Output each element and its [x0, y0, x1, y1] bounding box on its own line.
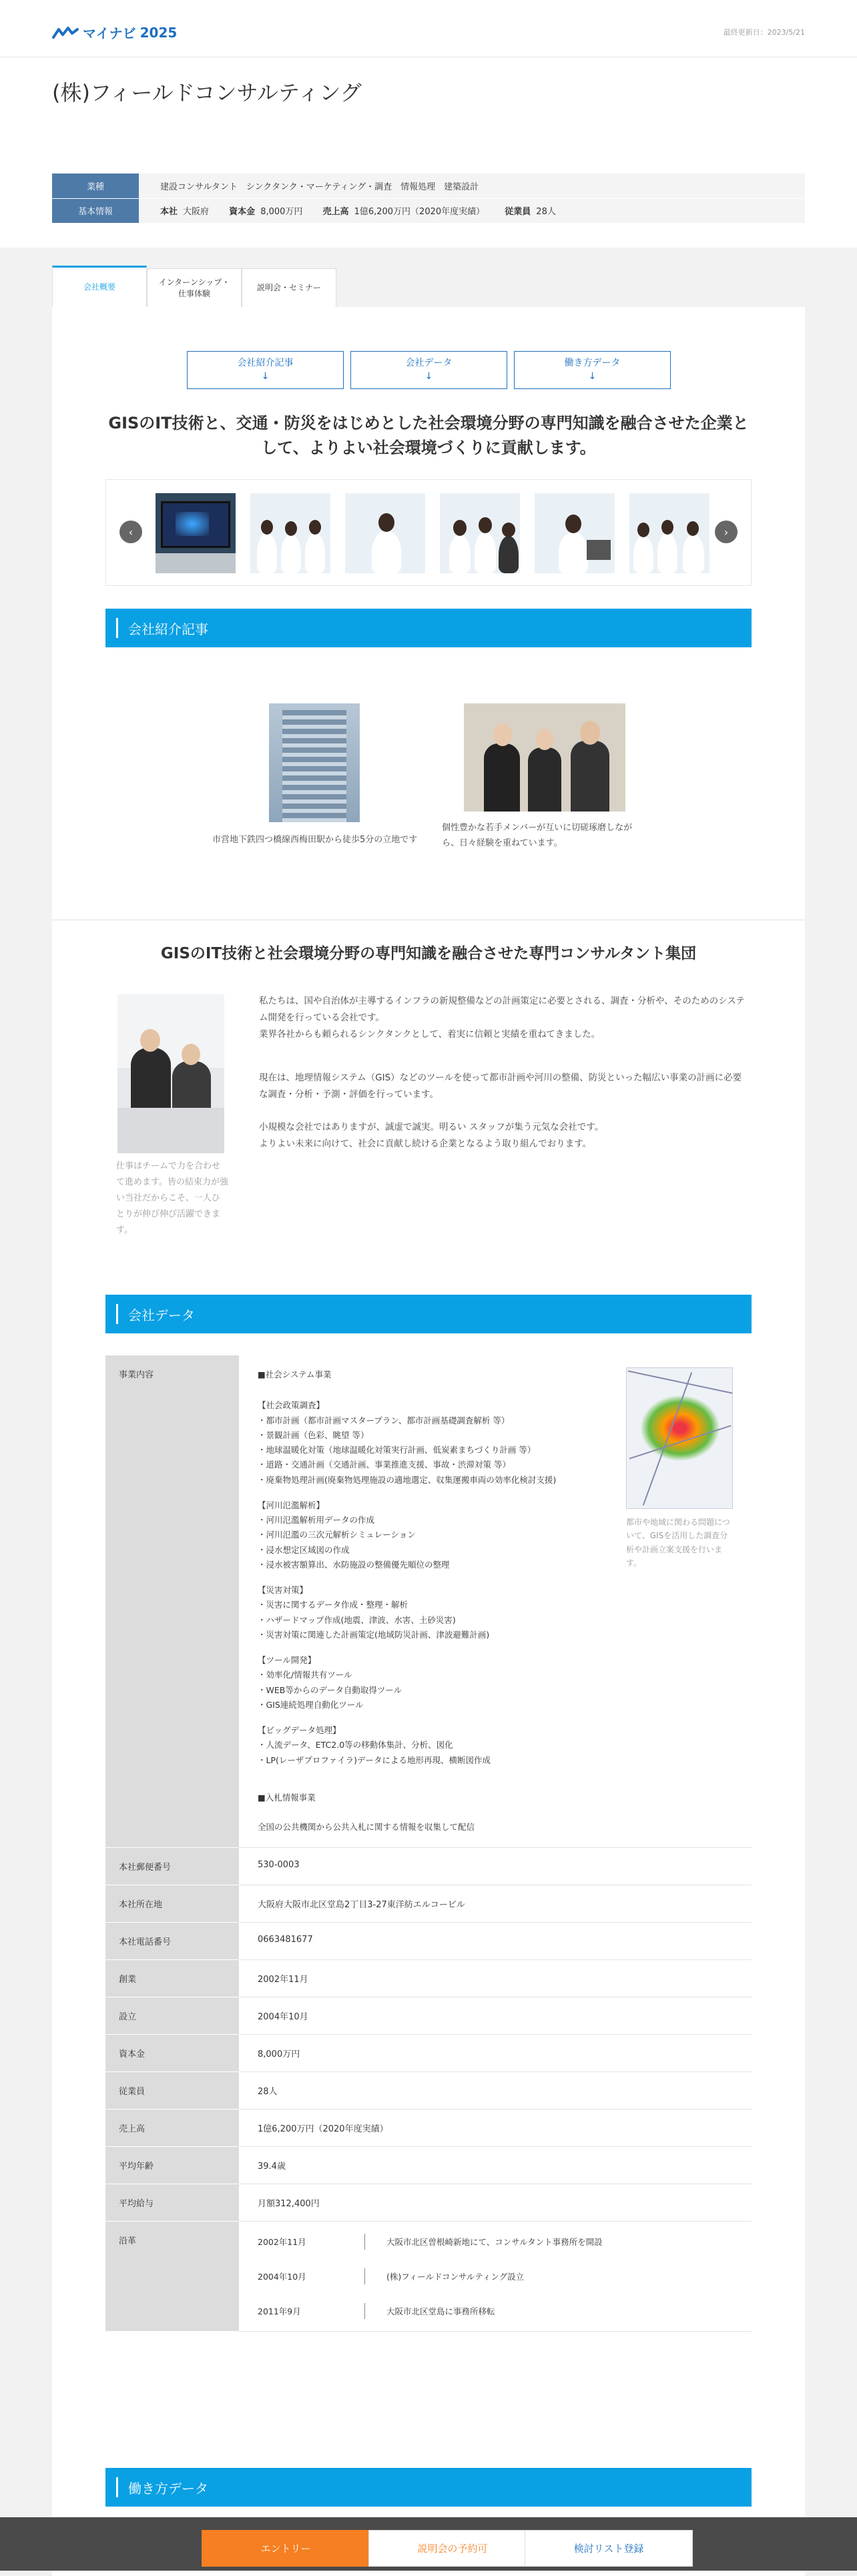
- basic-capital: 資本金 8,000万円: [229, 207, 303, 217]
- basic-info-label: 基本情報: [52, 198, 139, 223]
- tab-seminar[interactable]: 説明会・セミナー: [242, 268, 336, 307]
- history-item: 2002年11月 大阪市北区曽根崎新地にて、コンサルタント事務所を開設: [258, 2224, 733, 2259]
- business-group: ■社会システム事業: [258, 1369, 332, 1379]
- section-work-heading: 働き方データ: [105, 2468, 752, 2507]
- business-content: [258, 1367, 733, 1835]
- main-content: [52, 307, 805, 2576]
- table-row: 平均年齢 39.4歳: [105, 2146, 752, 2184]
- arrow-down-icon: ↓: [424, 370, 433, 382]
- gis-map-image: [626, 1367, 733, 1509]
- page-tabs: [52, 268, 336, 307]
- company-headline: GISのIT技術と、交通・防災をはじめとした社会環境分野の専門知識を融合させた企業として、よりよい社会環境づくりに貢献します。: [108, 414, 749, 458]
- table-row: 創業 2002年11月: [105, 1959, 752, 1997]
- carousel-photo[interactable]: [440, 493, 520, 573]
- business-figure: [626, 1367, 733, 1570]
- entry-button[interactable]: エントリー: [202, 2530, 370, 2567]
- company-info-table: [52, 174, 805, 224]
- table-row: 従業員 28人: [105, 2071, 752, 2109]
- business-group: ■入札情報事業 全国の公共機関から公共入札に関する情報を収集して配信: [258, 1792, 475, 1833]
- chevron-right-icon: ›: [724, 525, 729, 539]
- history-label: 沿革: [105, 2221, 239, 2331]
- intro-paragraph: 小規模な会社ではありますが、誠虚で誠実。明るい スタッフが集う元気な会社です。 よりよい未来に向けて、社会に貢献し続ける企業となるよう取り組んでおります。: [259, 1121, 604, 1149]
- business-group: 【河川氾濫解析】 ・河川氾濫解析用データの作成 ・河川氾濫の三次元解析シミュレーション ・浸水想定区域図の作成 ・浸水被害額算出、水防施設の整備優先順位の整理: [258, 1500, 450, 1570]
- intro-paragraph: 現在は、地理情報システム（GIS）などのツールを使って都市計画や河川の整備、防災といった幅広い事業の計画に必要な調査・分析・予測・評価を行っています。: [259, 1072, 742, 1100]
- basic-employees: 従業員 28人: [505, 207, 556, 217]
- table-row: 売上高 1億6,200万円（2020年度実績）: [105, 2109, 752, 2146]
- table-row: 設立 2004年10月: [105, 1997, 752, 2034]
- carousel-photo[interactable]: [345, 493, 425, 573]
- seminar-reserve-button[interactable]: 説明会の予約可: [368, 2530, 537, 2567]
- site-logo[interactable]: [52, 23, 177, 42]
- add-to-list-button[interactable]: 検討リスト登録: [525, 2530, 693, 2567]
- business-group: 【ツール開発】 ・効率化/情報共有ツール ・WEB等からのデータ自動取得ツール ・GIS連続処理自動化ツール: [258, 1655, 402, 1710]
- building-photo: [269, 703, 360, 822]
- logo-text: マイナビ: [83, 25, 136, 41]
- carousel-photo[interactable]: [535, 493, 615, 573]
- carousel-photo[interactable]: [629, 493, 709, 573]
- intro-text: [259, 993, 746, 1169]
- team-photo: [464, 703, 625, 812]
- jump-data-button[interactable]: 会社データ ↓: [350, 351, 507, 389]
- mynavi-logo-icon: [52, 27, 79, 39]
- carousel-prev-button[interactable]: [119, 521, 142, 543]
- table-row: 本社郵便番号 530-0003: [105, 1847, 752, 1885]
- business-group: 【災害対策】 ・災害に関するデータ作成・整理・解析 ・ハザードマップ作成(地震、津波、水害、土砂災害) ・災害対策に関連した計画策定(地域防災計画、津波避難計画): [258, 1585, 490, 1640]
- business-label: 事業内容: [105, 1355, 239, 1847]
- company-name: (株)フィールドコンサルティング: [52, 80, 362, 105]
- jump-links: [187, 351, 671, 389]
- intro-photo: [117, 994, 224, 1153]
- site-header: [0, 0, 857, 57]
- company-data-table: [105, 1355, 752, 2332]
- company-head: [0, 57, 857, 248]
- last-updated: 最終更新日：2023/5/21: [723, 28, 805, 37]
- table-row: 資本金 8,000万円: [105, 2034, 752, 2071]
- jump-article-button[interactable]: 会社紹介記事 ↓: [187, 351, 344, 389]
- tab-internship[interactable]: インターンシップ・ 仕事体験: [147, 268, 242, 307]
- chevron-left-icon: ‹: [128, 525, 133, 539]
- table-row: 本社所在地 大阪府大阪市北区堂島2丁目3-27東洋紡エルコービル: [105, 1885, 752, 1922]
- carousel-photo[interactable]: [250, 493, 330, 573]
- history-item: 2011年9月 大阪市北区堂島に事務所移転: [258, 2294, 733, 2328]
- intro-photo-caption: 仕事はチームで力を合わせて進めます。皆の結束力が強い当社だからこそ、一人ひとりが伸び伸び活躍できます。: [116, 1161, 228, 1236]
- table-row: 本社電話番号 0663481677: [105, 1922, 752, 1959]
- industry-label: 業種: [52, 174, 139, 198]
- intro-title: GISのIT技術と社会環境分野の専門知識を融合させた専門コンサルタント集団: [160, 945, 697, 962]
- intro-paragraph: 私たちは、国や自治体が主導するインフラの新規整備などの計画策定に必要とされる、調査・分析や、そのためのシステム開発を行っている会社です。 業界各社からも頼られるシンクタンクとして、着実に信頼と実績を重ねてきました。: [259, 996, 746, 1040]
- table-row: [105, 2221, 752, 2331]
- footer-action-bar: [0, 2517, 857, 2571]
- basic-sales: 売上高 1億6,200万円（2020年度実績）: [322, 207, 485, 217]
- table-row: [105, 1355, 752, 1847]
- photo-carousel: [105, 479, 752, 586]
- business-group: 【社会政策調査】 ・都市計画（都市計画マスタープラン、都市計画基礎調査解析 等） ・景観計画（色彩、眺望 等） ・地球温暖化対策（地球温暖化対策実行計画、低炭素まちづくり計画 等） ・道路・交通計画（交通計画、事業推進支援、事故・渋滞対策 等） ・廃棄物処理計画(廃棄物処理施設の適地選定、収集運搬車両の効率化検討支援): [258, 1400, 557, 1485]
- history-item: 2004年10月 (株)フィールドコンサルティング設立: [258, 2259, 733, 2294]
- article-caption-1: 市営地下鉄四つ橋線西梅田駅から徒歩5分の立地です: [212, 835, 418, 845]
- history-list: [239, 2221, 752, 2331]
- arrow-down-icon: ↓: [588, 370, 597, 382]
- basic-hq: 本社 大阪府: [160, 207, 210, 217]
- carousel-next-button[interactable]: [715, 521, 738, 543]
- industry-value: 建設コンサルタント シンクタンク・マーケティング・調査 情報処理 建築設計: [139, 174, 805, 198]
- business-group: 【ビッグデータ処理】 ・人流データ、ETC2.0等の移動体集計、分析、図化 ・LP(レーザプロファイラ)データによる地形再現、横断図作成: [258, 1725, 491, 1765]
- basic-info-value: [139, 198, 805, 223]
- tab-company-overview[interactable]: 会社概要: [52, 266, 147, 307]
- section-data-heading: 会社データ: [105, 1295, 752, 1333]
- carousel-thumbs: [156, 493, 709, 573]
- section-article-heading: 会社紹介記事: [105, 609, 752, 647]
- business-figure-caption: 都市や地域に関わる問題について、GISを活用した調査分析や計画立案支援を行います。: [626, 1518, 730, 1568]
- article-caption-2: 個性豊かな若手メンバーが互いに切磋琢磨しながら、日々経験を重ねています。: [442, 823, 633, 848]
- logo-year: 2025: [139, 24, 178, 41]
- carousel-photo[interactable]: [156, 493, 236, 573]
- table-row: 平均給与 月額312,400円: [105, 2184, 752, 2221]
- jump-work-button[interactable]: 働き方データ ↓: [514, 351, 671, 389]
- arrow-down-icon: ↓: [261, 370, 270, 382]
